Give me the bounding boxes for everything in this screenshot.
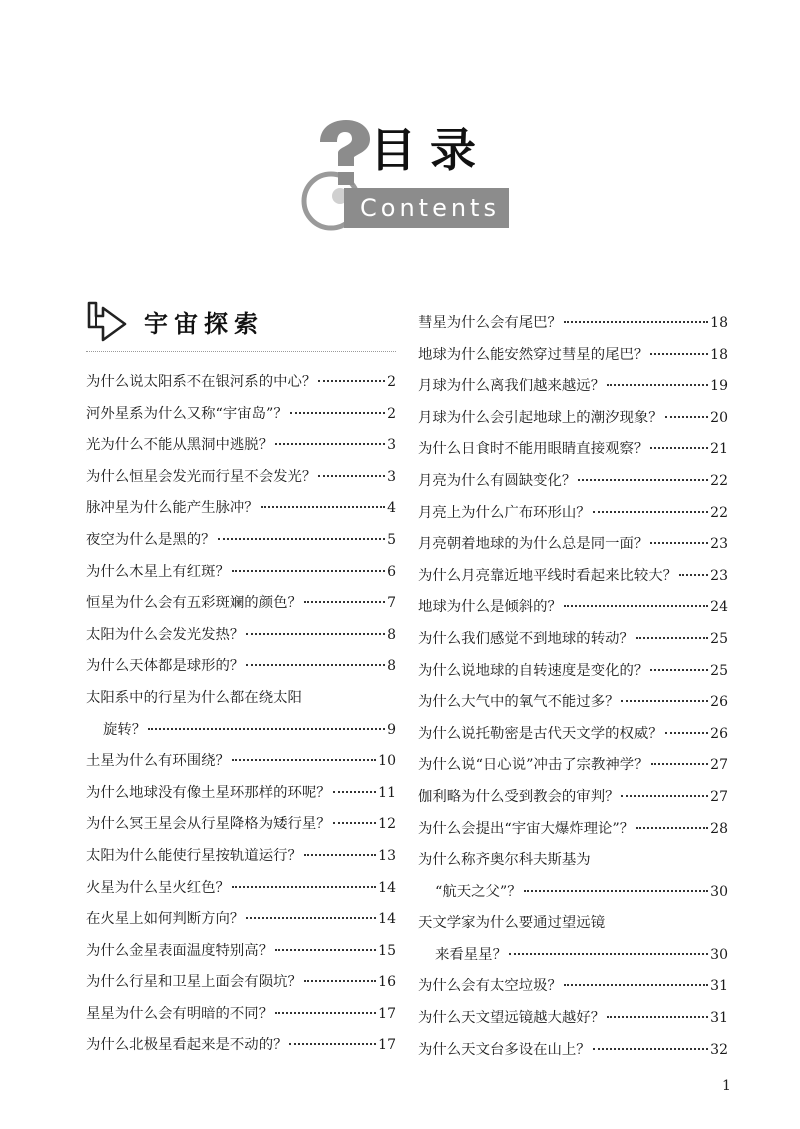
page-ref: 30 <box>710 946 728 963</box>
page-ref: 22 <box>710 504 728 521</box>
dot-leader <box>578 479 708 481</box>
toc-entry[interactable]: 太阳为什么能使行星按轨道运行？ 13 <box>86 841 396 873</box>
toc-entry[interactable]: 为什么称齐奥尔科夫斯基为 <box>418 852 591 869</box>
toc-entry[interactable]: 为什么说地球的自转速度是变化的？ 25 <box>418 656 728 688</box>
toc-entry[interactable]: 为什么天体都是球形的？ 8 <box>86 651 396 683</box>
toc-entry[interactable]: 光为什么不能从黑洞中逃脱？ 3 <box>86 430 396 462</box>
page-ref: 14 <box>378 879 396 896</box>
dot-leader <box>651 763 709 765</box>
page-ref: 18 <box>710 346 728 363</box>
dot-leader <box>564 984 708 986</box>
page-ref: 31 <box>710 1010 728 1027</box>
toc-entry[interactable]: 在火星上如何判断方向？ 14 <box>86 904 396 936</box>
toc-left-column <box>86 367 396 1062</box>
dot-leader <box>564 321 708 323</box>
dot-leader <box>607 384 708 386</box>
dot-leader <box>621 795 708 797</box>
dot-leader <box>650 542 708 544</box>
dot-leader <box>218 538 386 540</box>
dot-leader <box>246 917 376 919</box>
toc-entry[interactable]: 彗星为什么会有尾巴？ 18 <box>418 308 728 340</box>
page-ref: 23 <box>710 536 728 553</box>
toc-entry[interactable]: 为什么恒星会发光而行星不会发光？ 3 <box>86 462 396 494</box>
page-number: 1 <box>722 1078 731 1094</box>
dot-leader <box>275 949 376 951</box>
dot-leader <box>289 1043 376 1045</box>
dot-leader <box>636 637 708 639</box>
dot-leader <box>232 759 376 761</box>
dot-leader <box>650 447 708 449</box>
page-ref: 20 <box>710 409 728 426</box>
page-ref: 17 <box>378 1005 396 1022</box>
section-heading <box>86 300 396 352</box>
page-ref: 9 <box>387 721 396 738</box>
dot-leader <box>304 854 376 856</box>
page-ref: 3 <box>387 437 396 454</box>
toc-entry[interactable]: 太阳为什么会发光发热？ 8 <box>86 620 396 652</box>
toc-entry-continued[interactable]: 旋转？ 9 <box>86 715 396 747</box>
page-ref: 21 <box>710 441 728 458</box>
dot-leader <box>665 732 709 734</box>
dot-leader <box>290 412 385 414</box>
toc-entry[interactable]: 为什么月亮靠近地平线时看起来比较大？ 23 <box>418 561 728 593</box>
toc-entry[interactable]: 月亮上为什么广布环形山？ 22 <box>418 498 728 530</box>
toc-entry[interactable]: 天文学家为什么要通过望远镜 <box>418 915 606 932</box>
toc-entry[interactable]: 地球为什么能安然穿过彗星的尾巴？ 18 <box>418 340 728 372</box>
page-ref: 5 <box>387 531 396 548</box>
dot-leader <box>650 669 708 671</box>
dot-leader <box>304 980 376 982</box>
toc-entry[interactable]: 为什么说“日心说”冲击了宗教神学？ 27 <box>418 750 728 782</box>
toc-entry[interactable]: 为什么地球没有像土星环那样的环呢？ 11 <box>86 778 396 810</box>
arrow-right-icon <box>86 300 128 344</box>
dot-leader <box>318 475 385 477</box>
toc-entry[interactable]: 河外星系为什么又称“宇宙岛”？ 2 <box>86 399 396 431</box>
toc-entry[interactable]: 地球为什么是倾斜的？ 24 <box>418 592 728 624</box>
page-ref: 27 <box>710 757 728 774</box>
toc-entry[interactable]: 为什么木星上有红斑？ 6 <box>86 557 396 589</box>
page-ref: 2 <box>387 374 396 390</box>
page-ref: 8 <box>387 658 396 675</box>
dot-leader <box>636 827 708 829</box>
toc-entry[interactable]: 为什么行星和卫星上面会有陨坑？ 16 <box>86 967 396 999</box>
toc-entry[interactable]: 月亮为什么有圆缺变化？ 22 <box>418 466 728 498</box>
page-ref: 24 <box>710 599 728 616</box>
toc-entry[interactable]: 为什么冥王星会从行星降格为矮行星？ 12 <box>86 809 396 841</box>
dot-leader <box>621 700 708 702</box>
toc-right-column <box>418 308 728 1066</box>
toc-entry[interactable]: 月球为什么会引起地球上的潮汐现象？ 20 <box>418 403 728 435</box>
toc-entry[interactable]: 为什么会提出“宇宙大爆炸理论”？ 28 <box>418 814 728 846</box>
page-ref: 25 <box>710 662 728 679</box>
section-divider <box>86 351 396 352</box>
contents-header <box>300 118 520 228</box>
toc-entry[interactable]: 为什么天文望远镜越大越好？ 31 <box>418 1003 728 1035</box>
toc-entry[interactable]: 月球为什么离我们越来越远？ 19 <box>418 371 728 403</box>
page-ref: 25 <box>710 630 728 647</box>
toc-entry[interactable]: 为什么会有太空垃圾？ 31 <box>418 971 728 1003</box>
dot-leader <box>148 728 385 730</box>
dot-leader <box>232 886 376 888</box>
toc-entry[interactable]: 月亮朝着地球的为什么总是同一面？ 23 <box>418 529 728 561</box>
toc-entry[interactable]: 伽利略为什么受到教会的审判？ 27 <box>418 782 728 814</box>
page-ref: 17 <box>378 1037 396 1054</box>
page-ref: 7 <box>387 595 396 612</box>
toc-entry[interactable]: 为什么天文台多设在山上？ 32 <box>418 1035 728 1067</box>
page-ref: 10 <box>378 753 396 770</box>
dot-leader <box>318 380 385 382</box>
toc-entry[interactable]: 脉冲星为什么能产生脉冲？ 4 <box>86 493 396 525</box>
dot-leader <box>333 822 377 824</box>
toc-entry[interactable]: 为什么日食时不能用眼睛直接观察？ 21 <box>418 434 728 466</box>
dot-leader <box>524 890 709 892</box>
toc-entry[interactable]: 太阳系中的行星为什么都在绕太阳 <box>86 689 302 706</box>
page-ref: 26 <box>710 725 728 742</box>
page-ref: 18 <box>710 315 728 331</box>
page-ref: 31 <box>710 978 728 995</box>
dot-leader <box>275 1012 376 1014</box>
dot-leader <box>593 511 708 513</box>
contents-subtitle: Contents <box>360 194 500 222</box>
toc-entry[interactable]: 为什么金星表面温度特别高？ 15 <box>86 936 396 968</box>
page-ref: 6 <box>387 563 396 580</box>
dot-leader <box>232 570 385 572</box>
toc-entry[interactable]: 为什么大气中的氧气不能过多？ 26 <box>418 687 728 719</box>
toc-entry[interactable]: 夜空为什么是黑的？ 5 <box>86 525 396 557</box>
page-ref: 11 <box>378 784 396 801</box>
dot-leader <box>275 443 385 445</box>
dot-leader <box>304 601 385 603</box>
page-ref: 15 <box>378 942 396 959</box>
dot-leader <box>564 605 708 607</box>
toc-entry[interactable]: 为什么说太阳系不在银河系的中心？ 2 <box>86 367 396 399</box>
dot-leader <box>593 1048 708 1050</box>
page-ref: 16 <box>378 974 396 991</box>
dot-leader <box>679 574 708 576</box>
dot-leader <box>261 506 385 508</box>
toc-entry[interactable]: 为什么说托勒密是古代天文学的权威？ 26 <box>418 719 728 751</box>
page-ref: 13 <box>378 847 396 864</box>
dot-leader <box>607 1016 708 1018</box>
toc-entry[interactable]: 火星为什么呈火红色？ 14 <box>86 873 396 905</box>
dot-leader <box>246 633 385 635</box>
page-ref: 23 <box>710 567 728 584</box>
toc-entry[interactable]: 为什么我们感觉不到地球的转动？ 25 <box>418 624 728 656</box>
page-ref: 26 <box>710 694 728 711</box>
page-ref: 14 <box>378 911 396 928</box>
page-ref: 8 <box>387 626 396 643</box>
page-ref: 30 <box>710 883 728 900</box>
dot-leader <box>650 353 708 355</box>
page-title: 目录 <box>370 123 490 177</box>
page-ref: 22 <box>710 472 728 489</box>
page-ref: 28 <box>710 820 728 837</box>
dot-leader <box>246 664 385 666</box>
page-ref: 12 <box>378 816 396 833</box>
section-title: 宇宙探索 <box>144 310 264 338</box>
page-ref: 32 <box>710 1041 728 1058</box>
question-mark-icon <box>314 120 374 192</box>
toc-entry[interactable]: 土星为什么有环围绕？ 10 <box>86 746 396 778</box>
page-ref: 3 <box>387 468 396 485</box>
toc-entry[interactable]: 为什么北极星看起来是不动的？ 17 <box>86 1030 396 1062</box>
dot-leader <box>665 416 709 418</box>
toc-entry[interactable]: 星星为什么会有明暗的不同？ 17 <box>86 999 396 1031</box>
page-ref: 4 <box>387 500 396 517</box>
page-ref: 2 <box>387 405 396 422</box>
page-ref: 27 <box>710 788 728 805</box>
dot-leader <box>333 791 377 793</box>
toc-entry[interactable]: 恒星为什么会有五彩斑斓的颜色？ 7 <box>86 588 396 620</box>
toc-entry-continued[interactable]: 来看星星？ 30 <box>418 940 728 972</box>
toc-entry-continued[interactable]: “航天之父”？ 30 <box>418 877 728 909</box>
page-ref: 19 <box>710 378 728 395</box>
dot-leader <box>509 953 708 955</box>
